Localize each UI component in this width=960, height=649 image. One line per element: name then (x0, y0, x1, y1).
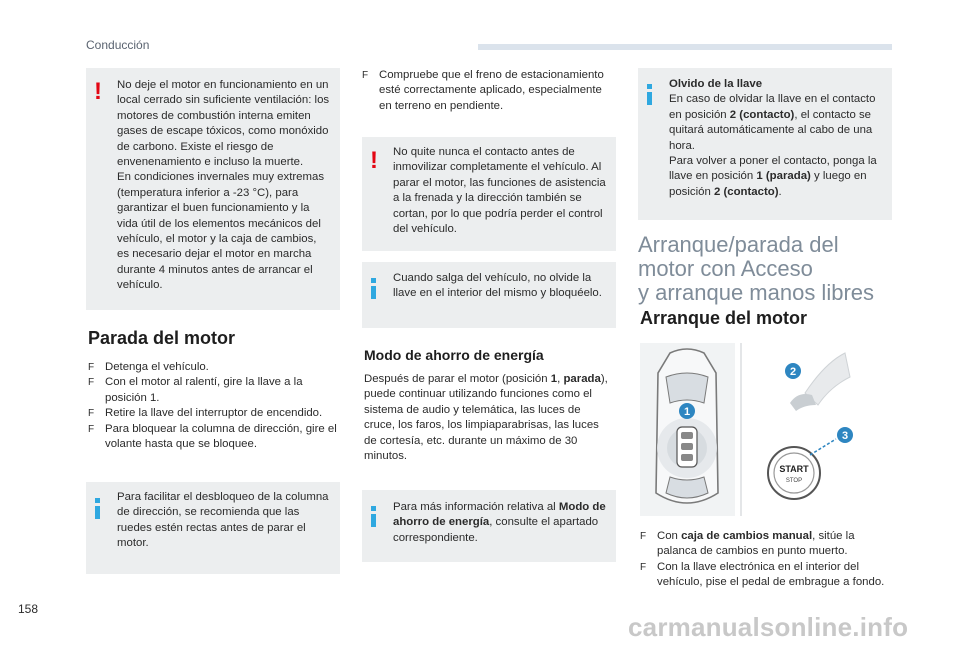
bullet-icon: F (88, 362, 95, 373)
warning-text-2: En condiciones invernales muy extremas (temperatura inferior a -23 °C), para garantizar el buen funcionamiento y la vida útil de los elementos mecánicos del vehículo, el motor y la caja de cambios, es necesario dejar el motor en marcha durante 4 minutos antes de arrancar el vehículo. (117, 171, 325, 292)
start-stop-button-icon (768, 447, 820, 499)
ahorro-paragraph: Después de parar el motor (posición 1, parada), puede continuar utilizando funciones como el sistema de audio y telemática, las luces de cruce, los faros, los limpiaparabrisas, las luces de cortesía, etc. durante un máximo de 30 minutos. (364, 373, 608, 463)
info-icon (647, 84, 652, 105)
bullet-icon: F (640, 531, 647, 542)
warning-text: No quite nunca el contacto antes de inmovilizar completamente el vehículo. Al parar el motor, las funciones de asistencia a la frenada y la dirección también se cortan, por lo que podría perder el control del vehículo. (393, 146, 606, 236)
warning-box-ventilation (86, 68, 340, 310)
start-illustration (640, 343, 890, 516)
svg-text:STOP: STOP (785, 478, 803, 484)
callout-3 (837, 427, 853, 443)
callout-2 (785, 363, 801, 379)
info-box-steering (86, 482, 340, 574)
watermark: carmanualsonline.info (628, 612, 909, 642)
svg-text:2: 2 (789, 366, 797, 378)
heading-arranque-motor: Arranque del motor (640, 308, 808, 328)
page-number: 158 (18, 602, 39, 616)
info-icon (371, 506, 376, 527)
heading-arranque-section: Arranque/parada del motor con Acceso y arranque manos libres (638, 232, 875, 305)
bullet-icon: F (88, 377, 95, 389)
info-box-ahorro (362, 490, 616, 562)
heading-parada: Parada del motor (88, 328, 236, 348)
callout-line (810, 439, 836, 455)
callout-1 (679, 403, 695, 419)
warning-icon: ! (370, 147, 378, 174)
info-box-olvido (638, 68, 892, 220)
section-title: Conducción (86, 38, 150, 52)
list-item: F Detenga el vehículo. (88, 360, 340, 375)
info-text: Para más información relativa al Modo de ahorro de energía, consulte el apartado correspondiente. (393, 501, 606, 544)
check-brake-list (362, 68, 612, 114)
info-icon (95, 498, 100, 519)
bullet-icon: F (362, 70, 369, 81)
svg-text:START: START (779, 464, 809, 474)
bullet-icon: F (88, 408, 95, 420)
arranque-steps (640, 529, 892, 591)
info-box-key-inside (362, 262, 616, 328)
pedal-icon (790, 353, 850, 411)
heading-ahorro: Modo de ahorro de energía (364, 347, 544, 363)
list-item: F Con caja de cambios manual, sitúe la palanca de cambios en punto muerto. (640, 530, 855, 558)
parada-steps (88, 360, 340, 452)
info-text-2: Para volver a poner el contacto, ponga la llave en posición 1 (parada) y luego en posición 2 (contacto). (669, 155, 877, 198)
info-icon (371, 278, 376, 299)
list-item: F Con el motor al ralentí, gire la llave a la posición 1. (88, 376, 303, 404)
svg-text:1: 1 (683, 406, 691, 418)
info-text-1: En caso de olvidar la llave en el contacto en posición 2 (contacto), el contacto se quitará automáticamente al cabo de una hora. (669, 93, 876, 152)
header-bar (478, 44, 892, 50)
info-title: Olvido de la llave (669, 78, 763, 90)
list-item: F Con la llave electrónica en el interior del vehículo, pise el pedal de embrague a fondo. (640, 560, 885, 589)
warning-text-1: No deje el motor en funcionamiento en un local cerrado sin suficiente ventilación: los motores de combustión interna emiten gases de escape tóxicos, como monóxido de carbono. Existe el riesgo de envenenamiento e incluso la muerte. (117, 79, 330, 169)
list-item: F Compruebe que el freno de estacionamiento esté correctamente aplicado, especialmente en terreno en pendiente. (362, 69, 604, 112)
info-text: Cuando salga del vehículo, no olvide la llave en el interior del mismo y bloquéelo. (393, 272, 602, 300)
warning-icon: ! (94, 78, 102, 105)
warning-box-ignition (362, 137, 616, 251)
svg-text:3: 3 (841, 430, 849, 442)
info-text: Para facilitar el desbloqueo de la columna de dirección, se recomienda que las ruedes estén rectas antes de parar el motor. (117, 491, 329, 550)
list-item: F Retire la llave del interruptor de encendido. (88, 406, 340, 421)
list-item: F Para bloquear la columna de dirección, gire el volante hasta que se bloquee. (88, 422, 337, 451)
car-icon (656, 349, 718, 503)
bullet-icon: F (88, 423, 95, 435)
bullet-icon: F (640, 561, 647, 573)
